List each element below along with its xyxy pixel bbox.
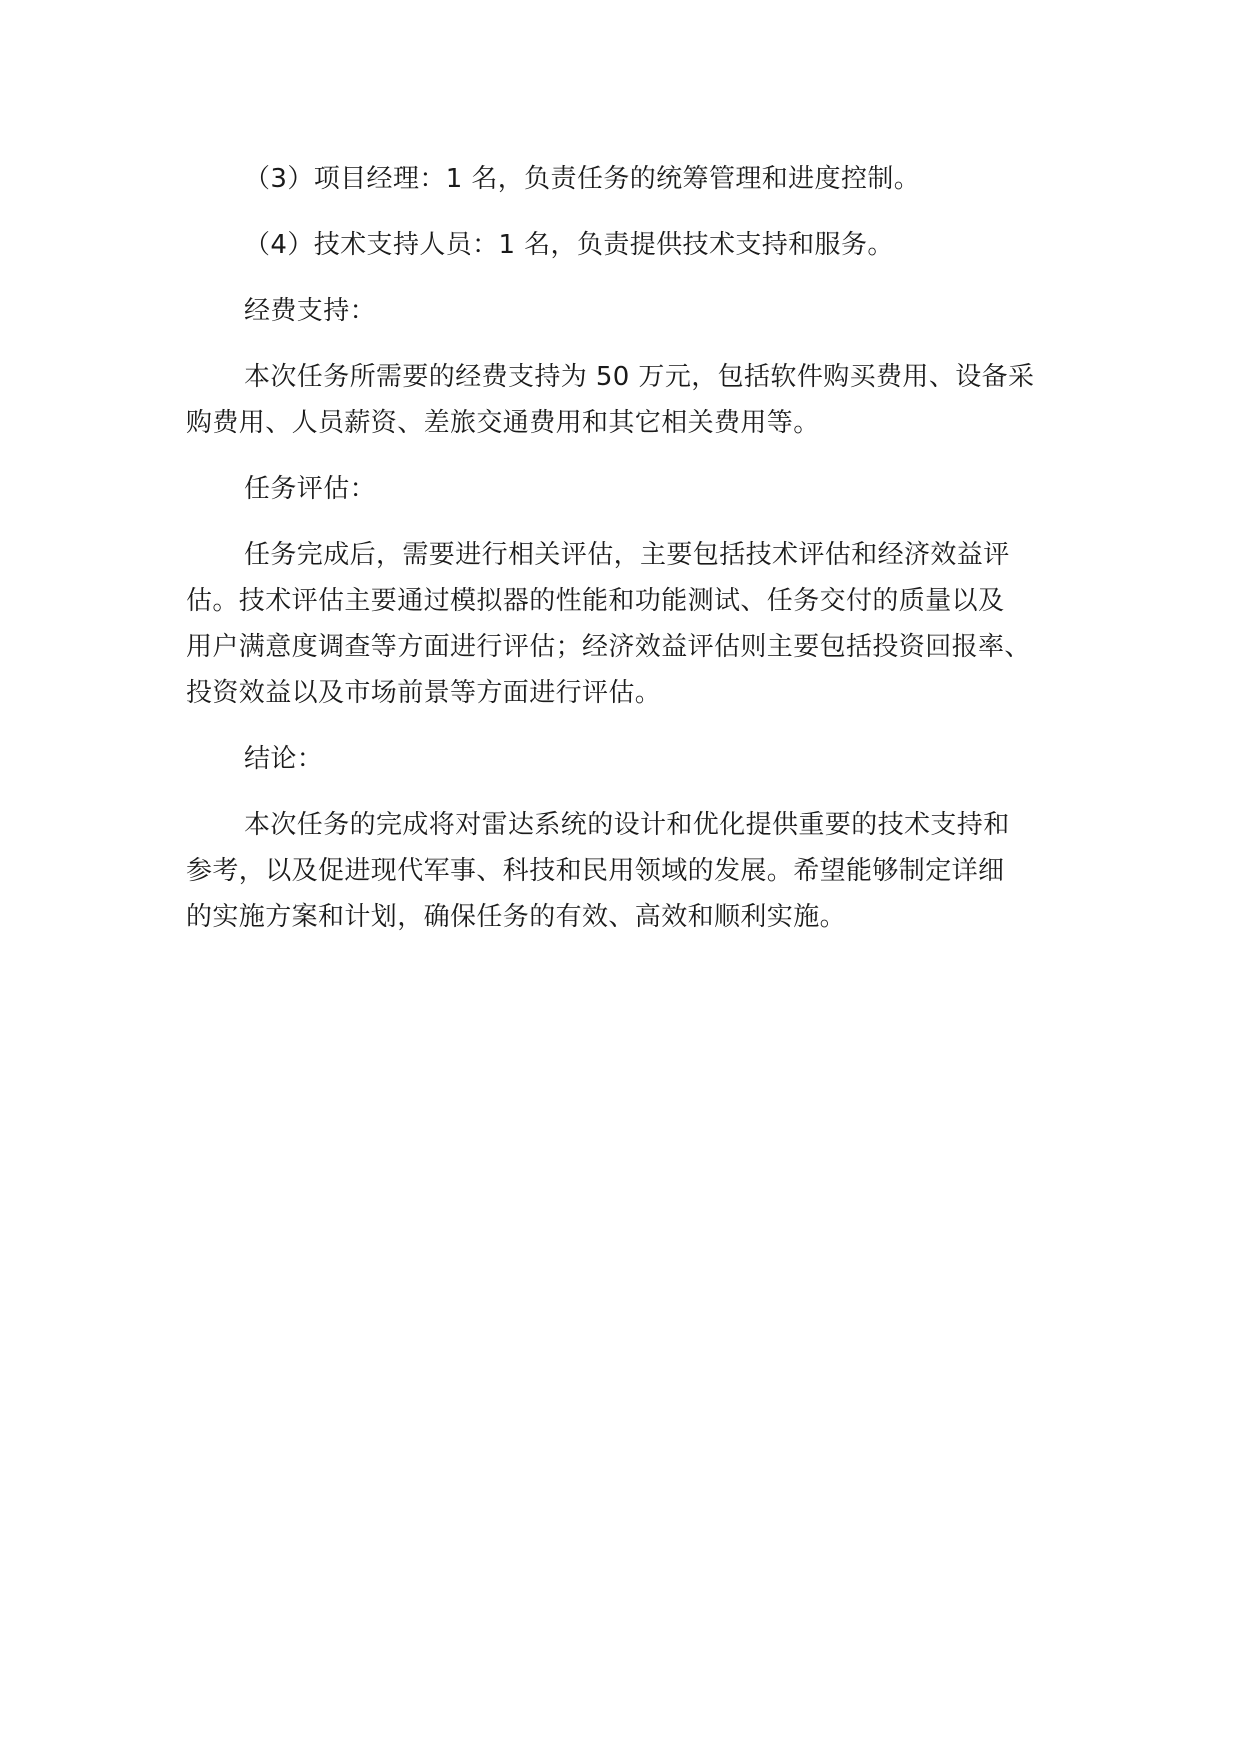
funding-line-2: 购费用、人员薪资、差旅交通费用和其它相关费用等。 — [186, 408, 820, 438]
conclusion-line-2: 参考，以及促进现代军事、科技和民用领域的发展。希望能够制定详细 — [186, 856, 1005, 886]
heading-evaluation: 任务评估： — [244, 474, 377, 504]
heading-conclusion: 结论： — [244, 744, 324, 774]
paragraph-funding — [186, 354, 1066, 446]
paragraph-tech-support: （4）技术支持人员：1 名，负责提供技术支持和服务。 — [244, 230, 894, 260]
evaluation-line-4: 投资效益以及市场前景等方面进行评估。 — [186, 678, 662, 708]
funding-line-1: 本次任务所需要的经费支持为 50 万元，包括软件购买费用、设备采 — [244, 362, 1035, 392]
conclusion-line-1: 本次任务的完成将对雷达系统的设计和优化提供重要的技术支持和 — [244, 810, 1010, 840]
paragraph-evaluation — [186, 532, 1066, 716]
document-body — [186, 156, 1066, 940]
heading-funding: 经费支持： — [244, 296, 377, 326]
evaluation-line-1: 任务完成后，需要进行相关评估，主要包括技术评估和经济效益评 — [244, 540, 1010, 570]
paragraph-conclusion — [186, 802, 1066, 940]
evaluation-line-2: 估。技术评估主要通过模拟器的性能和功能测试、任务交付的质量以及 — [186, 586, 1005, 616]
evaluation-line-3: 用户满意度调查等方面进行评估；经济效益评估则主要包括投资回报率、 — [186, 632, 1031, 662]
conclusion-line-3: 的实施方案和计划，确保任务的有效、高效和顺利实施。 — [186, 902, 847, 932]
paragraph-project-manager: （3）项目经理：1 名，负责任务的统筹管理和进度控制。 — [244, 164, 921, 194]
